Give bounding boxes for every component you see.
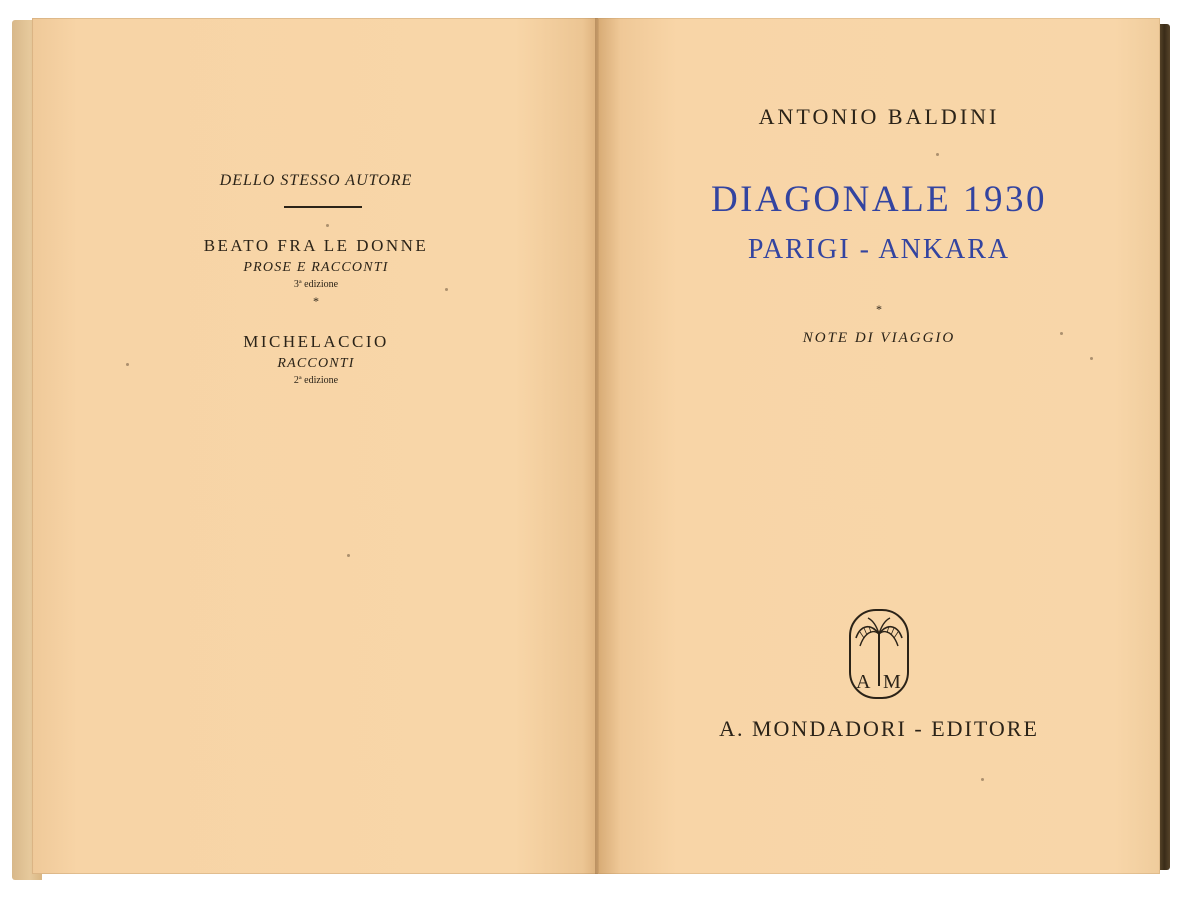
author-name: ANTONIO BALDINI [758, 104, 1000, 129]
work-edition: 2ª edizione [293, 375, 339, 386]
work-subtitle: RACCONTI [277, 356, 355, 371]
paper-speck [347, 554, 350, 557]
paper-speck [936, 153, 939, 156]
paper-speck [1090, 357, 1093, 360]
work-title: BEATO FRA LE DONNE [203, 236, 429, 255]
left-page [32, 18, 600, 874]
logo-letters: A [856, 671, 871, 693]
open-book [12, 14, 1170, 882]
heading-rule [284, 206, 362, 208]
book-note: NOTE DI VIAGGIO [802, 330, 956, 346]
separator-star: * [876, 302, 882, 316]
book-title: DIAGONALE 1930 [710, 179, 1048, 220]
same-author-heading: DELLO STESSO AUTORE [219, 172, 413, 189]
publisher-name: A. MONDADORI - EDITORE [719, 716, 1039, 741]
logo-letters: M [883, 671, 901, 693]
paper-speck [445, 288, 448, 291]
right-page [598, 18, 1160, 874]
paper-speck [126, 363, 129, 366]
work-entry-1 [32, 236, 600, 309]
work-edition: 3ª edizione [293, 279, 339, 290]
separator-star: * [313, 294, 319, 308]
publisher-logo-icon [848, 608, 910, 700]
work-subtitle: PROSE E RACCONTI [243, 260, 389, 275]
paper-speck [981, 778, 984, 781]
paper-speck [326, 224, 329, 227]
book-subtitle: PARIGI - ANKARA [747, 234, 1011, 265]
paper-speck [1060, 332, 1063, 335]
work-entry-2 [32, 332, 600, 386]
work-title: MICHELACCIO [243, 332, 389, 351]
